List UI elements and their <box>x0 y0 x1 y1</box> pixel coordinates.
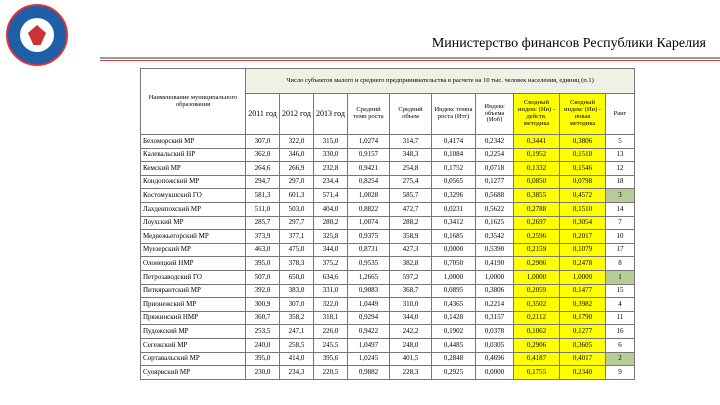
cell-rate-index: 1,0000 <box>432 270 476 284</box>
cell-rank: 13 <box>606 148 635 162</box>
cell-avg-volume: 275,4 <box>390 175 432 189</box>
cell-y2012: 414,0 <box>280 352 314 366</box>
cell-rate-index: 0,1084 <box>432 148 476 162</box>
cell-index-new: 0,3054 <box>560 216 606 230</box>
cell-y2013: 634,6 <box>314 270 348 284</box>
cell-y2011: 230,0 <box>246 366 280 380</box>
cell-municipality: Медвежьегорский МР <box>141 230 246 244</box>
cell-rank: 6 <box>606 338 635 352</box>
cell-municipality: Петрозаводский ГО <box>141 270 246 284</box>
cell-y2012: 297,7 <box>280 216 314 230</box>
cell-volume-index: 0,2214 <box>476 298 514 312</box>
cell-rank: 10 <box>606 230 635 244</box>
cell-avg-volume: 427,3 <box>390 243 432 257</box>
cell-y2013: 226,0 <box>314 325 348 339</box>
cell-y2011: 507,0 <box>246 270 280 284</box>
cell-rank: 16 <box>606 325 635 339</box>
cell-y2013: 322,0 <box>314 298 348 312</box>
cell-avg-volume: 368,7 <box>390 284 432 298</box>
cell-avg-rate: 1,0449 <box>348 298 390 312</box>
table-row <box>141 325 635 339</box>
cell-y2012: 503,0 <box>280 202 314 216</box>
cell-avg-volume: 401,5 <box>390 352 432 366</box>
cell-y2011: 373,9 <box>246 230 280 244</box>
cell-avg-rate: 0,8731 <box>348 243 390 257</box>
cell-y2013: 325,8 <box>314 230 348 244</box>
cell-municipality: Лахденпохский МР <box>141 202 246 216</box>
cell-y2011: 395,0 <box>246 257 280 271</box>
cell-index-new: 0,1477 <box>560 284 606 298</box>
cell-volume-index: 0,0000 <box>476 366 514 380</box>
cell-index-new: 0,3605 <box>560 338 606 352</box>
cell-avg-rate: 0,9421 <box>348 162 390 176</box>
cell-municipality: Суоярвский МР <box>141 366 246 380</box>
cell-municipality: Муезерский МР <box>141 243 246 257</box>
cell-volume-index: 0,5622 <box>476 202 514 216</box>
cell-index-new: 1,0000 <box>560 270 606 284</box>
cell-rate-index: 0,4485 <box>432 338 476 352</box>
cell-avg-rate: 1,0245 <box>348 352 390 366</box>
cell-index-new: 0,2017 <box>560 230 606 244</box>
header-avg-rate: Средний темп роста <box>348 94 390 135</box>
cell-index-current: 0,1952 <box>514 148 560 162</box>
cell-y2012: 297,0 <box>280 175 314 189</box>
cell-avg-rate: 0,9083 <box>348 284 390 298</box>
cell-rate-index: 0,0565 <box>432 175 476 189</box>
cell-rank: 4 <box>606 298 635 312</box>
cell-index-new: 0,4572 <box>560 189 606 203</box>
cell-rate-index: 0,1752 <box>432 162 476 176</box>
cell-avg-volume: 358,9 <box>390 230 432 244</box>
table-row <box>141 311 635 325</box>
table-row <box>141 284 635 298</box>
cell-index-new: 0,0798 <box>560 175 606 189</box>
table-row <box>141 148 635 162</box>
cell-volume-index: 0,5688 <box>476 189 514 203</box>
cell-rate-index: 0,4365 <box>432 298 476 312</box>
cell-index-current: 0,0850 <box>514 175 560 189</box>
cell-volume-index: 0,4696 <box>476 352 514 366</box>
cell-y2013: 331,0 <box>314 284 348 298</box>
cell-volume-index: 0,4190 <box>476 257 514 271</box>
cell-municipality: Питкярантский МР <box>141 284 246 298</box>
cell-index-new: 0,1510 <box>560 202 606 216</box>
cell-rank: 3 <box>606 189 635 203</box>
cell-avg-volume: 472,7 <box>390 202 432 216</box>
cell-y2011: 360,7 <box>246 311 280 325</box>
cell-rank: 11 <box>606 311 635 325</box>
table-row <box>141 135 635 149</box>
cell-municipality: Прионежский МР <box>141 298 246 312</box>
table-row <box>141 366 635 380</box>
cell-municipality: Кондопожский МР <box>141 175 246 189</box>
cell-rate-index: 0,0231 <box>432 202 476 216</box>
cell-y2011: 362,0 <box>246 148 280 162</box>
cell-volume-index: 1,0000 <box>476 270 514 284</box>
cell-avg-rate: 1,0074 <box>348 216 390 230</box>
cell-y2013: 220,5 <box>314 366 348 380</box>
cell-index-current: 0,2112 <box>514 311 560 325</box>
header-municipality: Наименование муниципального образования <box>141 69 246 135</box>
table-row <box>141 175 635 189</box>
cell-index-new: 0,4017 <box>560 352 606 366</box>
cell-municipality: Лоухский МР <box>141 216 246 230</box>
cell-index-current: 0,2159 <box>514 243 560 257</box>
table-row <box>141 189 635 203</box>
cell-avg-rate: 1,2665 <box>348 270 390 284</box>
cell-avg-volume: 254,8 <box>390 162 432 176</box>
cell-avg-rate: 0,9157 <box>348 148 390 162</box>
cell-y2011: 285,7 <box>246 216 280 230</box>
cell-index-current: 0,1062 <box>514 325 560 339</box>
cell-index-current: 0,2697 <box>514 216 560 230</box>
cell-y2013: 344,0 <box>314 243 348 257</box>
cell-avg-volume: 382,8 <box>390 257 432 271</box>
cell-index-current: 1,0000 <box>514 270 560 284</box>
cell-y2013: 234,4 <box>314 175 348 189</box>
cell-index-new: 0,3806 <box>560 135 606 149</box>
cell-rate-index: 0,3296 <box>432 189 476 203</box>
cell-rank: 18 <box>606 175 635 189</box>
cell-index-new: 0,2478 <box>560 257 606 271</box>
cell-rate-index: 0,3412 <box>432 216 476 230</box>
cell-avg-rate: 0,8254 <box>348 175 390 189</box>
cell-municipality: Костомукшский ГО <box>141 189 246 203</box>
cell-volume-index: 0,3806 <box>476 284 514 298</box>
cell-y2012: 247,1 <box>280 325 314 339</box>
cell-y2012: 307,0 <box>280 298 314 312</box>
cell-rank: 17 <box>606 243 635 257</box>
cell-municipality: Калевальский НР <box>141 148 246 162</box>
cell-avg-rate: 0,9294 <box>348 311 390 325</box>
cell-rate-index: 0,0000 <box>432 243 476 257</box>
cell-avg-volume: 597,2 <box>390 270 432 284</box>
cell-rate-index: 0,1902 <box>432 325 476 339</box>
cell-y2011: 395,0 <box>246 352 280 366</box>
cell-rank: 15 <box>606 284 635 298</box>
cell-y2012: 258,5 <box>280 338 314 352</box>
cell-index-current: 0,3502 <box>514 298 560 312</box>
cell-volume-index: 0,5390 <box>476 243 514 257</box>
cell-municipality: Пудожский МР <box>141 325 246 339</box>
cell-municipality: Сегежский МР <box>141 338 246 352</box>
cell-index-current: 0,2906 <box>514 338 560 352</box>
cell-avg-rate: 0,9535 <box>348 257 390 271</box>
cell-y2012: 378,3 <box>280 257 314 271</box>
cell-y2013: 318,1 <box>314 311 348 325</box>
cell-avg-rate: 1,0274 <box>348 135 390 149</box>
cell-y2012: 358,2 <box>280 311 314 325</box>
cell-avg-rate: 0,8822 <box>348 202 390 216</box>
header-rate-index: Индекс темпа роста (Итг) <box>432 94 476 135</box>
cell-municipality: Беломорский МР <box>141 135 246 149</box>
cell-rank: 8 <box>606 257 635 271</box>
header-group: Число субъектов малого и среднего предпринимательства в расчете на 10 тыс. человек населения, единиц (п.1) <box>246 69 635 94</box>
cell-y2013: 280,2 <box>314 216 348 230</box>
cell-y2013: 404,0 <box>314 202 348 216</box>
cell-index-new: 0,1277 <box>560 325 606 339</box>
cell-index-new: 0,2340 <box>560 366 606 380</box>
cell-y2013: 571,4 <box>314 189 348 203</box>
cell-volume-index: 0,2342 <box>476 135 514 149</box>
smb-index-table <box>140 68 635 380</box>
table-row <box>141 338 635 352</box>
cell-y2012: 346,0 <box>280 148 314 162</box>
table-row <box>141 216 635 230</box>
cell-avg-volume: 242,2 <box>390 325 432 339</box>
cell-rank: 12 <box>606 162 635 176</box>
cell-y2011: 463,0 <box>246 243 280 257</box>
cell-avg-rate: 0,9422 <box>348 325 390 339</box>
cell-rank: 7 <box>606 216 635 230</box>
cell-y2012: 377,1 <box>280 230 314 244</box>
table-row <box>141 298 635 312</box>
cell-index-new: 0,3982 <box>560 298 606 312</box>
cell-y2011: 511,0 <box>246 202 280 216</box>
cell-avg-rate: 1,0497 <box>348 338 390 352</box>
cell-rank: 5 <box>606 135 635 149</box>
cell-y2013: 315,0 <box>314 135 348 149</box>
cell-rate-index: 0,1428 <box>432 311 476 325</box>
cell-y2013: 232,8 <box>314 162 348 176</box>
cell-y2013: 395,6 <box>314 352 348 366</box>
cell-municipality: Пряжинский НМР <box>141 311 246 325</box>
cell-municipality: Олонецкий НМР <box>141 257 246 271</box>
cell-rate-index: 0,0895 <box>432 284 476 298</box>
header-2013: 2013 год <box>314 94 348 135</box>
cell-index-current: 0,2596 <box>514 230 560 244</box>
cell-avg-volume: 288,2 <box>390 216 432 230</box>
cell-rank: 14 <box>606 202 635 216</box>
table-row <box>141 257 635 271</box>
cell-avg-volume: 344,0 <box>390 311 432 325</box>
cell-rate-index: 0,7050 <box>432 257 476 271</box>
cell-volume-index: 0,0305 <box>476 338 514 352</box>
cell-y2012: 650,0 <box>280 270 314 284</box>
cell-y2011: 240,0 <box>246 338 280 352</box>
cell-y2011: 294,7 <box>246 175 280 189</box>
cell-index-current: 0,3855 <box>514 189 560 203</box>
cell-y2012: 266,9 <box>280 162 314 176</box>
cell-y2013: 375,2 <box>314 257 348 271</box>
cell-rate-index: 0,4174 <box>432 135 476 149</box>
page-title: Министерство финансов Республики Карелия <box>431 36 706 51</box>
cell-index-new: 0,1079 <box>560 243 606 257</box>
cell-volume-index: 0,1625 <box>476 216 514 230</box>
header-avg-volume: Средний объем <box>390 94 432 135</box>
cell-index-new: 0,1518 <box>560 148 606 162</box>
cell-rate-index: 0,1685 <box>432 230 476 244</box>
cell-y2012: 475,0 <box>280 243 314 257</box>
table-row <box>141 270 635 284</box>
cell-index-current: 0,2788 <box>514 202 560 216</box>
table-row <box>141 352 635 366</box>
table-row <box>141 243 635 257</box>
cell-y2011: 392,0 <box>246 284 280 298</box>
cell-rank: 9 <box>606 366 635 380</box>
cell-y2012: 322,0 <box>280 135 314 149</box>
cell-volume-index: 0,1277 <box>476 175 514 189</box>
cell-y2011: 264,6 <box>246 162 280 176</box>
header-2012: 2012 год <box>280 94 314 135</box>
cell-index-current: 0,2059 <box>514 284 560 298</box>
cell-y2012: 234,3 <box>280 366 314 380</box>
cell-volume-index: 0,3157 <box>476 311 514 325</box>
cell-avg-volume: 314,7 <box>390 135 432 149</box>
cell-index-current: 0,3441 <box>514 135 560 149</box>
title-divider-accent <box>100 60 720 61</box>
cell-index-new: 0,1546 <box>560 162 606 176</box>
header-2011: 2011 год <box>246 94 280 135</box>
cell-y2011: 253,5 <box>246 325 280 339</box>
cell-municipality: Кемский МР <box>141 162 246 176</box>
cell-volume-index: 0,2254 <box>476 148 514 162</box>
title-divider <box>100 57 720 59</box>
cell-index-current: 0,1332 <box>514 162 560 176</box>
cell-index-current: 0,4187 <box>514 352 560 366</box>
cell-volume-index: 0,0718 <box>476 162 514 176</box>
cell-avg-rate: 0,9882 <box>348 366 390 380</box>
cell-avg-rate: 1,0028 <box>348 189 390 203</box>
cell-volume-index: 0,3542 <box>476 230 514 244</box>
cell-avg-volume: 310,0 <box>390 298 432 312</box>
table-row <box>141 230 635 244</box>
header-index-new: Сводный индекс (Ии) - новая методика <box>560 94 606 135</box>
cell-avg-volume: 585,7 <box>390 189 432 203</box>
cell-municipality: Сортавальский МР <box>141 352 246 366</box>
cell-volume-index: 0,0378 <box>476 325 514 339</box>
cell-avg-volume: 228,3 <box>390 366 432 380</box>
cell-rate-index: 0,2925 <box>432 366 476 380</box>
cell-index-new: 0,1790 <box>560 311 606 325</box>
cell-avg-volume: 348,3 <box>390 148 432 162</box>
cell-rank: 1 <box>606 270 635 284</box>
table-row <box>141 162 635 176</box>
cell-y2013: 330,0 <box>314 148 348 162</box>
cell-y2012: 601,3 <box>280 189 314 203</box>
cell-avg-rate: 0,9375 <box>348 230 390 244</box>
cell-y2011: 307,0 <box>246 135 280 149</box>
cell-y2013: 245,5 <box>314 338 348 352</box>
cell-index-current: 0,1755 <box>514 366 560 380</box>
header-index-current: Сводный индекс (Ии) - действ. методика <box>514 94 560 135</box>
cell-y2011: 581,3 <box>246 189 280 203</box>
table-row <box>141 202 635 216</box>
cell-y2011: 300,9 <box>246 298 280 312</box>
cell-y2012: 383,0 <box>280 284 314 298</box>
header-rank: Ранг <box>606 94 635 135</box>
cell-avg-volume: 248,0 <box>390 338 432 352</box>
header-volume-index: Индекс объема (Иоб) <box>476 94 514 135</box>
cell-rank: 2 <box>606 352 635 366</box>
karelia-emblem-logo <box>6 4 68 66</box>
cell-index-current: 0,2906 <box>514 257 560 271</box>
cell-rate-index: 0,2848 <box>432 352 476 366</box>
